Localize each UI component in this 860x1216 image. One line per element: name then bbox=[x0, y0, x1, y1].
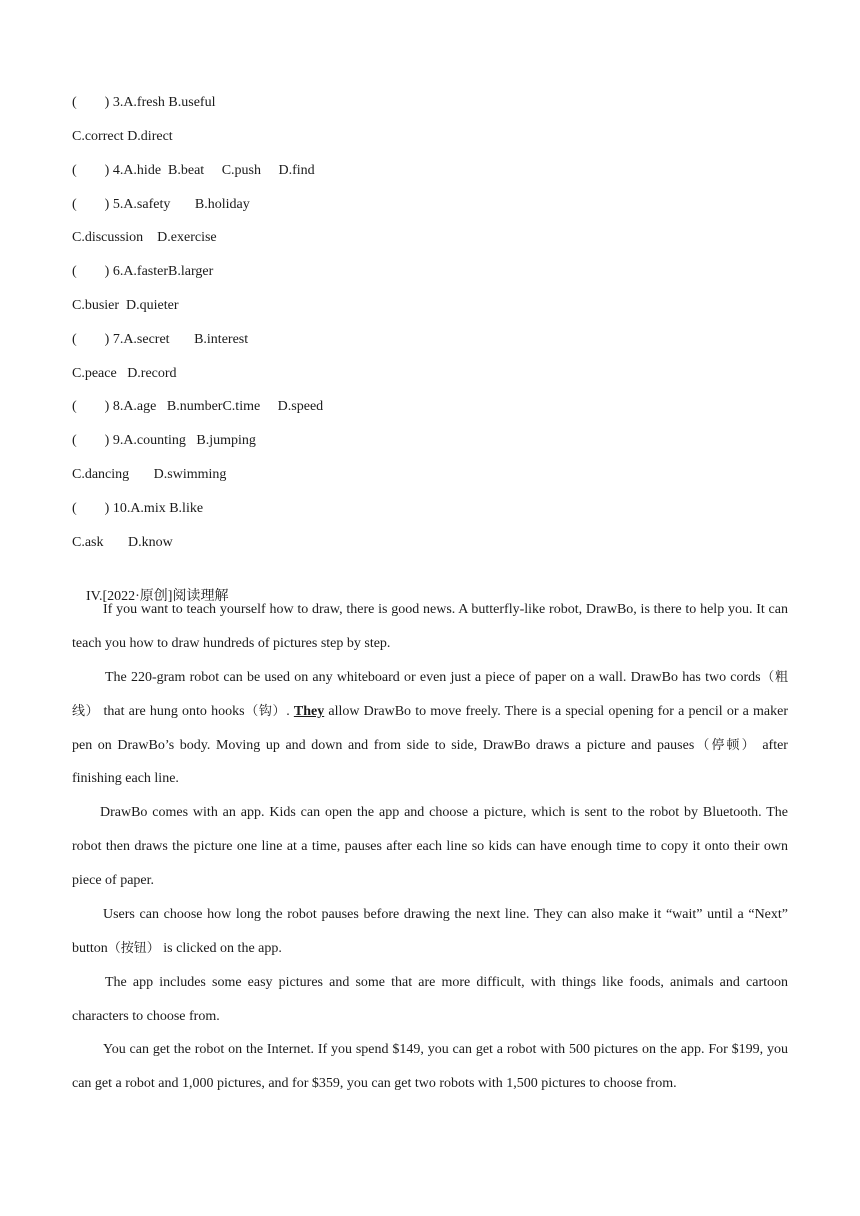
question-3-line2: C.correct D.direct bbox=[72, 129, 173, 144]
passage-paragraph-5 bbox=[72, 966, 788, 1034]
question-8-line1: ( ) 8.A.age B.numberC.time D.speed bbox=[72, 399, 324, 414]
question-7-line1: ( ) 7.A.secret B.interest bbox=[72, 332, 249, 347]
section-heading-text: IV.[2022·原创]阅读理解 bbox=[86, 589, 229, 604]
passage-p5-text: The app includes some easy pictures and some that are more difficult, with things like foods, animals and cartoon characters to choose from. bbox=[72, 975, 788, 1024]
question-6-line1: ( ) 6.A.fasterB.larger bbox=[72, 264, 214, 279]
passage-p2-gloss-hooks: （钩） bbox=[244, 703, 287, 719]
passage-paragraph-6 bbox=[72, 1033, 788, 1101]
passage-p6-text: You can get the robot on the Internet. If you spend $149, you can get a robot with 500 pictures on the app. For $199, you can get a robot and 1,000 pictures, and for $359, you can get two robots with 1,500 pictures to choose from. bbox=[72, 1042, 788, 1091]
question-5-line1: ( ) 5.A.safety B.holiday bbox=[72, 197, 250, 212]
passage-p4-text-b: is clicked on the app. bbox=[159, 940, 282, 956]
question-3-line1: ( ) 3.A.fresh B.useful bbox=[72, 95, 216, 110]
passage-paragraph-2 bbox=[72, 661, 788, 796]
question-4-line1: ( ) 4.A.hide B.beat C.push D.find bbox=[72, 163, 315, 178]
passage-paragraph-4 bbox=[72, 898, 788, 966]
passage-p2-text-b: that are hung onto hooks bbox=[99, 703, 245, 719]
question-9-line2: C.dancing D.swimming bbox=[72, 467, 227, 482]
passage-p2-text-d: allow DrawBo to move freely. There is a special opening for a pencil or a maker pen on DrawBo’s body. Moving up and down and from side to side, DrawBo draws a picture and pauses bbox=[72, 703, 789, 753]
question-10-line2: C.ask D.know bbox=[72, 535, 173, 550]
passage-p4-gloss-button: （按钮） bbox=[107, 940, 160, 956]
passage-p2-text-e: after finishing each line. bbox=[72, 737, 788, 787]
question-9-line1: ( ) 9.A.counting B.jumping bbox=[72, 433, 256, 448]
question-5-line2: C.discussion D.exercise bbox=[72, 230, 217, 245]
section-heading bbox=[72, 567, 229, 604]
question-7-line2: C.peace D.record bbox=[72, 366, 177, 381]
passage-p4-text-a: Users can choose how long the robot pauses before drawing the next line. They can also make it “wait” until a “Next” button bbox=[72, 907, 788, 956]
passage-p2-gloss-pauses: （停顿） bbox=[694, 737, 757, 753]
passage-p3-text: DrawBo comes with an app. Kids can open the app and choose a picture, which is sent to the robot by Bluetooth. The robot then draws the picture one line at a time, pauses after each line so kids can have enough time to copy it onto their own piece of paper. bbox=[72, 805, 788, 888]
passage-underlined-reference: They bbox=[293, 703, 325, 719]
passage-p1-text: If you want to teach yourself how to draw, there is good news. A butterfly-like robot, DrawBo, is there to help you. It can teach you how to draw hundreds of pictures step by step. bbox=[72, 602, 788, 651]
passage-paragraph-1 bbox=[72, 593, 788, 661]
question-10-line1: ( ) 10.A.mix B.like bbox=[72, 501, 204, 516]
passage-p2-text-c: . bbox=[286, 703, 294, 719]
passage-p2-text-a: The 220-gram robot can be used on any whiteboard or even just a piece of paper on a wall. DrawBo has two cords bbox=[105, 670, 761, 685]
question-6-line2: C.busier D.quieter bbox=[72, 298, 179, 313]
passage-paragraph-3 bbox=[72, 796, 788, 897]
passage-p2-gloss-cords: （粗线） bbox=[72, 670, 788, 719]
